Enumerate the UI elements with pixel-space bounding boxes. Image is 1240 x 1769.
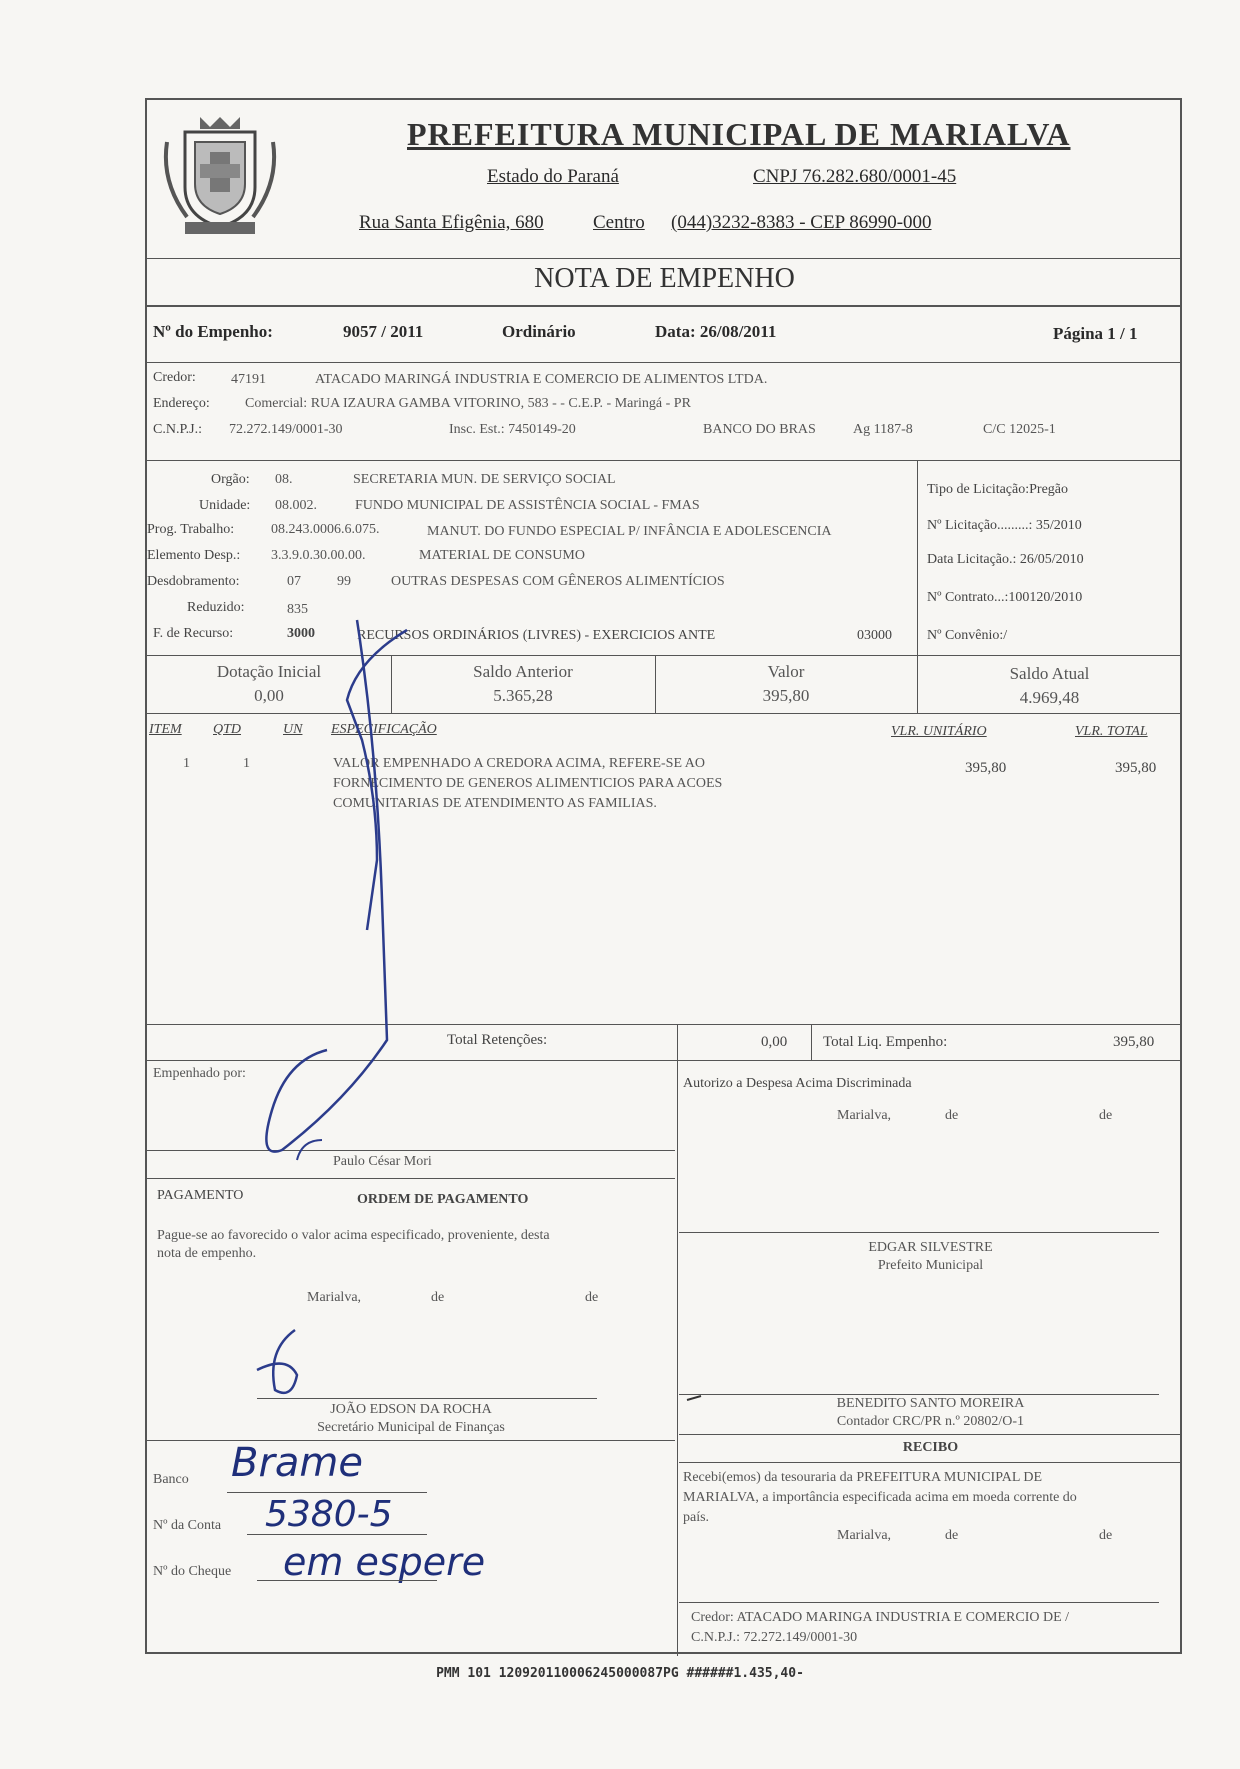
recurso-label: F. de Recurso: [153,626,234,641]
tipo-licitacao: Tipo de Licitação:Pregão [927,482,1069,497]
total-retencoes-label: Total Retenções: [447,1032,548,1048]
recurso: 3000 [287,626,315,641]
reduzido-label: Reduzido: [187,600,245,615]
banco-handwritten: Brame [231,1440,363,1486]
empenho-number: 9057 / 2011 [343,322,424,341]
item-unit-value: 395,80 [965,760,1007,776]
reduzido: 835 [287,602,308,617]
total-liq-label: Total Liq. Empenho: [823,1034,948,1050]
pagamento-label: PAGAMENTO [157,1188,244,1203]
valor-value: 395,80 [762,686,810,705]
credor-code: 47191 [231,372,266,387]
conta-label: Nº da Conta [153,1518,222,1533]
credor-endereco: Comercial: RUA IZAURA GAMBA VITORINO, 583 - - C.E.P. - Maringá - PR [245,396,691,411]
num-contrato: Nº Contrato...:100120/2010 [927,590,1083,605]
item-desc-line1: VALOR EMPENHADO A CREDORA ACIMA, REFERE-SE AO [333,756,705,771]
col-qtd: QTD [213,722,242,737]
prefeitura-address: Rua Santa Efigênia, 680 [359,212,544,233]
credor-insc: Insc. Est.: 7450149-20 [449,422,576,437]
contador-cargo: Contador CRC/PR n.º 20802/O-1 [836,1414,1025,1429]
prog-label: Prog. Trabalho: [147,522,235,537]
elemento: 3.3.9.0.30.00.00. [271,548,366,563]
recibo-title: RECIBO [902,1440,959,1455]
empenho-type: Ordinário [502,322,576,341]
recibo-de1: de [945,1528,959,1543]
total-liq-value: 395,80 [1113,1034,1155,1050]
recibo-de2: de [1099,1528,1113,1543]
endereco-label: Endereço: [153,396,210,411]
prefeitura-phone-cep: (044)3232-8383 - CEP 86990-000 [671,212,932,233]
saldo-anterior-label: Saldo Anterior [473,662,573,681]
empenhado-por-label: Empenhado por: [153,1066,246,1081]
ordem-pagamento: ORDEM DE PAGAMENTO [357,1192,529,1207]
secretario-nome: JOÃO EDSON DA ROCHA [330,1402,492,1417]
credor-banco: BANCO DO BRAS [703,422,816,437]
empenho-document [145,98,1182,1654]
col-item: ITEM [149,722,182,737]
empenhado-nome: Paulo César Mori [333,1154,432,1169]
prefeito-nome: EDGAR SILVESTRE [868,1240,993,1255]
desdob-a: 07 [287,574,301,589]
recibo-line3: país. [683,1510,710,1525]
recibo-line1: Recebi(emos) da tesouraria da PREFEITURA MUNICIPAL DE [683,1470,1043,1485]
orgao: 08. [275,472,293,487]
autorizo-de2: de [1099,1108,1113,1123]
pagamento-marialva: Marialva, [307,1290,362,1305]
desdob-b: 99 [337,574,351,589]
col-vlr-unitario: VLR. UNITÁRIO [891,724,987,739]
desdob-desc: OUTRAS DESPESAS COM GÊNEROS ALIMENTÍCIOS [391,574,725,589]
orgao-label: Orgão: [211,472,250,487]
pague-line1: Pague-se ao favorecido o valor acima especificado, proveniente, desta [157,1228,550,1243]
saldo-atual-label: Saldo Atual [1009,664,1090,683]
autorizo-label: Autorizo a Despesa Acima Discriminada [683,1076,912,1091]
saldo-anterior-value: 5.365,28 [493,686,553,705]
cnpj-label: C.N.P.J.: [153,422,203,437]
valor-label: Valor [767,662,805,681]
unidade-desc: FUNDO MUNICIPAL DE ASSISTÊNCIA SOCIAL - FMAS [355,498,700,513]
doc-title: NOTA DE EMPENHO [534,263,795,294]
empenho-date: Data: 26/08/2011 [655,322,777,341]
conta-handwritten: 5380-5 [265,1494,393,1535]
recibo-line2: MARIALVA, a importância especificada acima em moeda corrente do [683,1490,1077,1505]
recibo-cnpj: C.N.P.J.: 72.272.149/0001-30 [691,1630,858,1645]
state-name: Estado do Paraná [487,166,619,187]
pague-line2: nota de empenho. [157,1246,257,1261]
dotacao-inicial-label: Dotação Inicial [216,662,322,681]
dotacao-inicial-value: 0,00 [254,686,284,705]
num-licitacao: Nº Licitação.........: 35/2010 [927,518,1082,533]
prefeito-cargo: Prefeito Municipal [877,1258,984,1273]
prog-desc: MANUT. DO FUNDO ESPECIAL P/ INFÂNCIA E ADOLESCENCIA [427,524,832,539]
prefeitura-title: PREFEITURA MUNICIPAL DE MARIALVA [407,116,1071,152]
prefeitura-cnpj: CNPJ 76.282.680/0001-45 [753,166,957,187]
cheque-handwritten: em espere [283,1540,486,1584]
pagamento-de1: de [431,1290,445,1305]
credor-label: Credor: [153,370,196,385]
credor-name: ATACADO MARINGÁ INDUSTRIA E COMERCIO DE ALIMENTOS LTDA. [315,372,768,387]
banco-label: Banco [153,1472,189,1487]
pagamento-de2: de [585,1290,599,1305]
item-qtd: 1 [243,756,250,771]
saldo-atual-value: 4.969,48 [1019,688,1080,707]
item-desc-line3: COMUNITARIAS DE ATENDIMENTO AS FAMILIAS. [333,796,657,811]
autorizo-de1: de [945,1108,959,1123]
desdob-label: Desdobramento: [147,574,240,589]
col-especificacao: ESPECIFICAÇÃO [331,722,437,737]
data-licitacao: Data Licitação.: 26/05/2010 [927,552,1084,567]
cheque-label: Nº do Cheque [153,1564,232,1579]
credor-agencia: Ag 1187-8 [853,422,913,437]
autorizo-marialva: Marialva, [837,1108,892,1123]
empenho-number-label: Nº do Empenho: [153,322,273,341]
credor-conta: C/C 12025-1 [983,422,1056,437]
unidade: 08.002. [275,498,317,513]
secretario-cargo: Secretário Municipal de Finanças [317,1420,505,1435]
prefeitura-district: Centro [593,212,645,233]
elemento-label: Elemento Desp.: [147,548,241,563]
prog-trabalho: 08.243.0006.6.075. [271,522,380,537]
col-vlr-total: VLR. TOTAL [1075,724,1148,739]
item-number: 1 [183,756,190,771]
recurso-code: 03000 [857,628,892,643]
municipal-crest-icon [155,112,285,242]
elemento-desc: MATERIAL DE CONSUMO [419,548,585,563]
col-un: UN [283,722,303,737]
recibo-credor: Credor: ATACADO MARINGA INDUSTRIA E COMERCIO DE / [691,1610,1070,1625]
contador-nome: BENEDITO SANTO MOREIRA [836,1396,1025,1411]
credor-cnpj: 72.272.149/0001-30 [229,422,343,437]
recurso-desc: RECURSOS ORDINÁRIOS (LIVRES) - EXERCICIOS ANTE [357,628,716,643]
page-number: Página 1 / 1 [1053,324,1138,343]
recibo-marialva: Marialva, [837,1528,892,1543]
num-convenio: Nº Convênio:/ [927,628,1008,643]
unidade-label: Unidade: [199,498,251,513]
item-desc-line2: FORNECIMENTO DE GENEROS ALIMENTICIOS PARA ACOES [333,776,723,791]
orgao-desc: SECRETARIA MUN. DE SERVIÇO SOCIAL [353,472,616,487]
total-retencoes-value: 0,00 [761,1034,788,1050]
item-total-value: 395,80 [1115,760,1157,776]
footer-code: PMM 101 120920110006245000087PG ######1.435,40- [436,1666,804,1681]
